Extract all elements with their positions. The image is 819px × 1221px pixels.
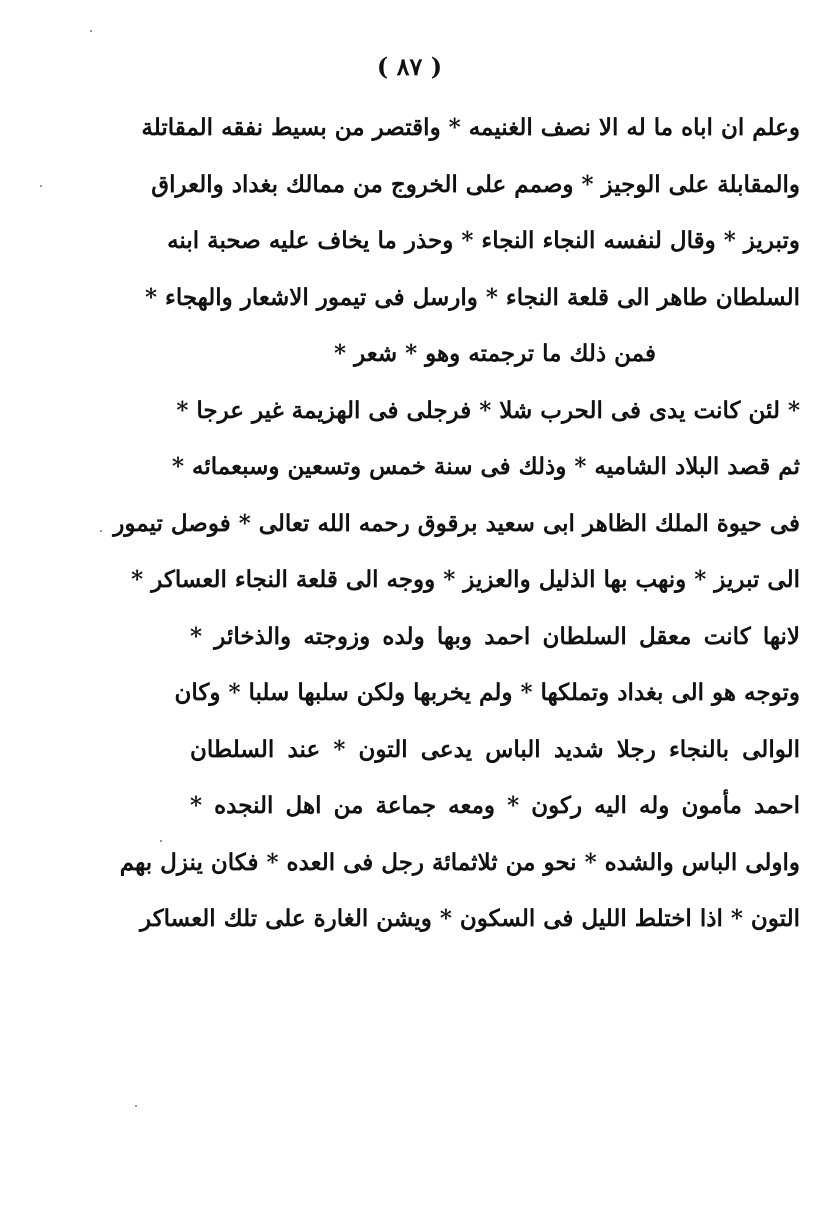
scan-speck bbox=[160, 840, 162, 842]
scan-speck bbox=[135, 1105, 137, 1107]
page-number: ( ٨٧ ) bbox=[376, 52, 443, 81]
text-line: احمد مأمون وله اليه ركون * ومعه جماعة من اهل النجده * bbox=[190, 792, 800, 819]
text-line: وتوجه هو الى بغداد وتملكها * ولم يخربها ولكن سلبها سلبا * وكان bbox=[174, 679, 800, 706]
text-line: الى تبريز * ونهب بها الذليل والعزيز * ووجه الى قلعة النجاء العساكر * bbox=[131, 566, 800, 593]
scan-speck bbox=[90, 30, 92, 32]
text-line: وعلم ان اباه ما له الا نصف الغنيمه * واقتصر من بسيط نفقه المقاتلة bbox=[141, 114, 800, 141]
scan-speck bbox=[100, 530, 102, 532]
text-line: لانها كانت معقل السلطان احمد وبها ولده وزوجته والذخائر * bbox=[190, 622, 800, 650]
text-line: والمقابلة على الوجيز * وصمم على الخروج من ممالك بغداد والعراق bbox=[151, 170, 800, 198]
verse-line: * لئن كانت يدى فى الحرب شلا * فرجلى فى الهزيمة غير عرجا * bbox=[176, 396, 800, 424]
scan-speck bbox=[40, 185, 42, 187]
text-line: السلطان طاهر الى قلعة النجاء * وارسل فى تيمور الاشعار والهجاء * bbox=[144, 283, 800, 311]
text-block bbox=[113, 100, 800, 948]
text-line: الوالى بالنجاء رجلا شديد الباس يدعى التون * عند السلطان bbox=[190, 735, 800, 763]
text-line: ثم قصد البلاد الشاميه * وذلك فى سنة خمس وتسعين وسبعمائه * bbox=[172, 453, 800, 480]
text-line: وتبريز * وقال لنفسه النجاء النجاء * وحذر ما يخاف عليه صحبة ابنه bbox=[167, 227, 800, 254]
text-line: التون * اذا اختلط الليل فى السكون * ويشن الغارة على تلك العساكر bbox=[140, 905, 800, 932]
verse-heading: فمن ذلك ما ترجمته وهو * شعر * bbox=[334, 340, 656, 367]
text-line: فى حيوة الملك الظاهر ابى سعيد برقوق رحمه الله تعالى * فوصل تيمور bbox=[113, 509, 800, 537]
text-line: واولى الباس والشده * نحو من ثلاثمائة رجل فى العده * فكان ينزل بهم bbox=[119, 848, 800, 876]
